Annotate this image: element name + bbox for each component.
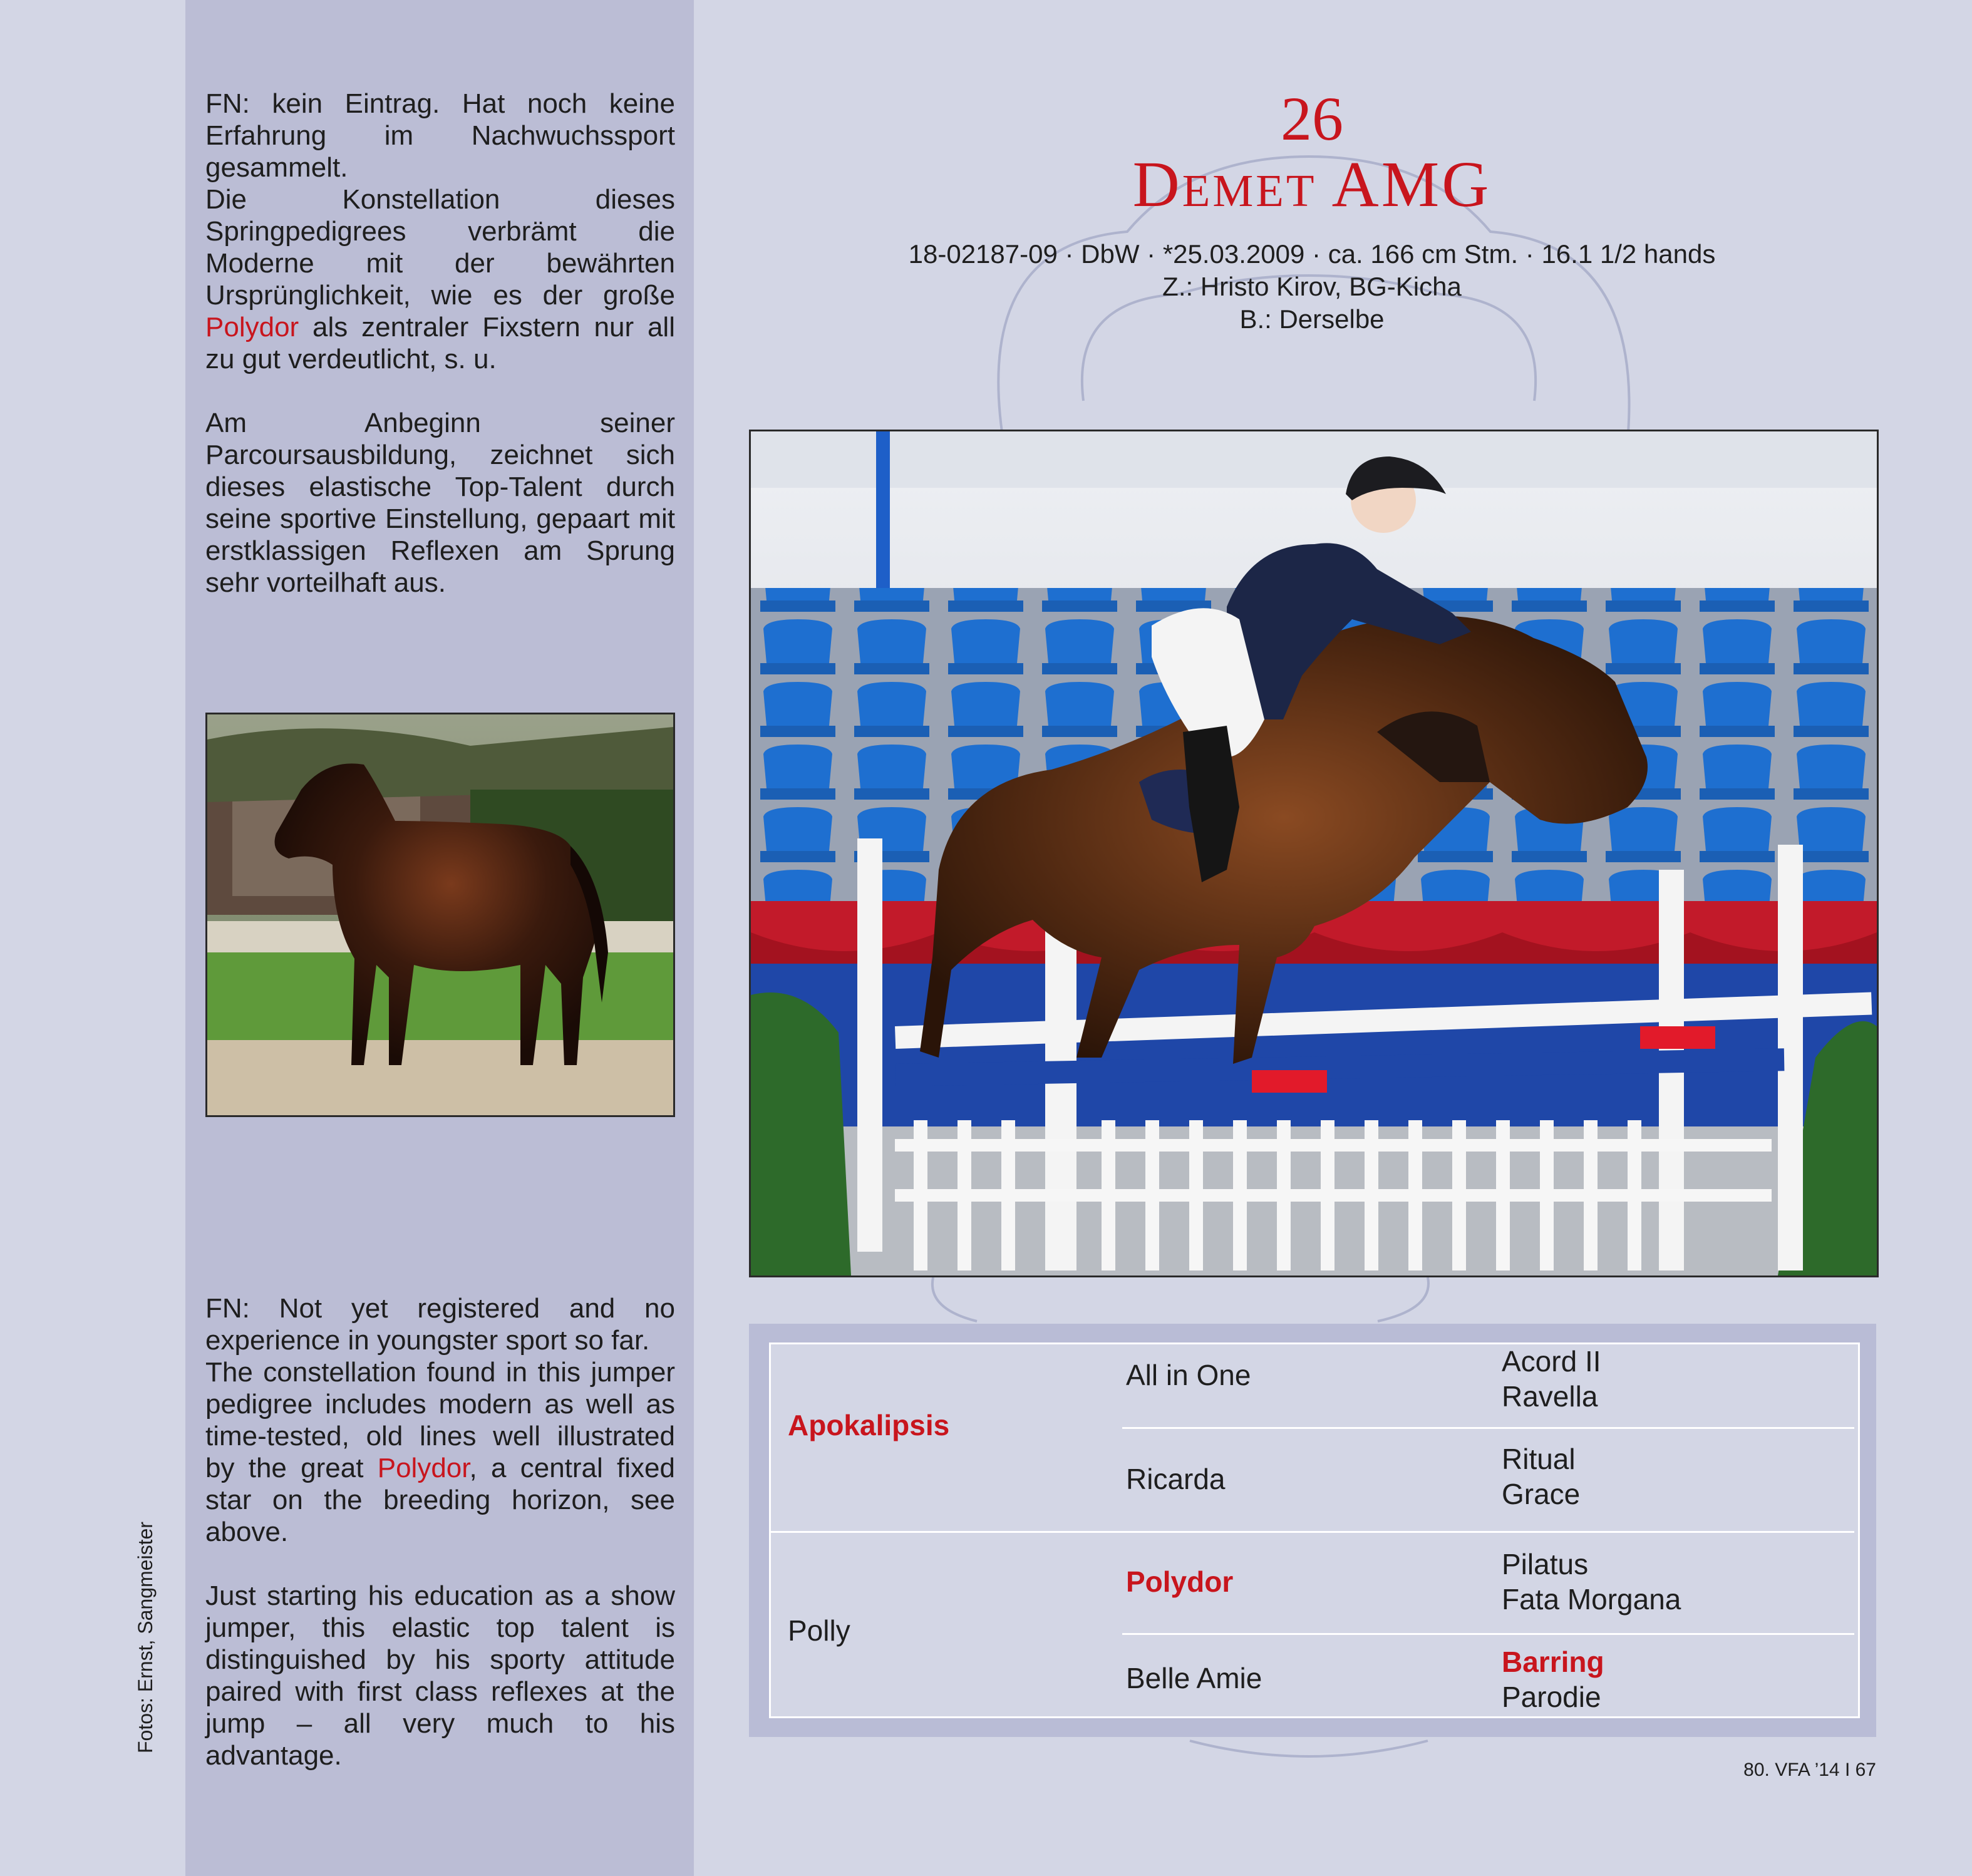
english-intro: FN: Not yet registered and no experience in youngster sport so far. (205, 1293, 675, 1356)
pedigree-ggp-3: Ritual (1502, 1443, 1576, 1475)
pedigree-ggp-7: Barring (1502, 1646, 1604, 1678)
pedigree-ggp-5: Pilatus (1502, 1548, 1589, 1580)
lot-number: 26 (1281, 84, 1343, 153)
polydor-highlight-de: Polydor (205, 312, 299, 343)
pedigree-sire-sire: All in One (1126, 1359, 1251, 1391)
pedigree-sire: Apokalipsis (788, 1409, 950, 1441)
pedigree-divider-main (771, 1531, 1854, 1533)
horse-name: Demet AMG (1132, 148, 1492, 220)
jumping-photo (749, 430, 1879, 1277)
german-talent-paragraph: Am Anbeginn seiner Parcoursausbildung, zeichnet sich dieses elastische Top-Talent durch seine sportive Einstellung, gepaart mit erstklassigen Reflexen am Sprung sehr vorteilhaft aus. (205, 408, 675, 598)
pedigree-divider-bottom (1122, 1633, 1854, 1635)
pedigree-dam-sire: Polydor (1126, 1565, 1234, 1598)
german-constellation: Die Konstellation dieses Springpedigrees verbrämt die Moderne mit der bewährten Ursprünglichkeit, wie es der große (205, 184, 675, 311)
pedigree-divider-top (1122, 1427, 1854, 1429)
pedigree-sire-dam: Ricarda (1126, 1463, 1226, 1495)
pedigree-ggp-2: Ravella (1502, 1380, 1598, 1413)
english-constellation-end: , a central fixed star on the breeding horizon, see above. (205, 1453, 676, 1547)
polydor-highlight-en: Polydor (377, 1453, 470, 1483)
pedigree-dam: Polly (788, 1614, 850, 1647)
photo-credit: Fotos: Ernst, Sangmeister (134, 1522, 157, 1753)
page-number: 80. VFA ’14 I 67 (1743, 1760, 1876, 1780)
owner-line: B.: Derselbe (1239, 304, 1385, 334)
pedigree-ggp-6: Fata Morgana (1502, 1583, 1681, 1616)
horse-details: 18-02187-09 · DbW · *25.03.2009 · ca. 166 cm Stm. · 16.1 1/2 hands (908, 239, 1716, 269)
pedigree-table (769, 1343, 1860, 1718)
pedigree-ggp-1: Acord II (1502, 1345, 1601, 1378)
breeder-line: Z.: Hristo Kirov, BG-Kicha (1162, 272, 1462, 301)
english-talent-paragraph: Just starting his education as a show jumper, this elastic top talent is distinguished by his sporty attitude paired with first class reflexes at the jump – all very much to his advantage. (205, 1580, 675, 1771)
english-constellation: The constellation found in this jumper pedigree includes modern as well as time-tested, old lines well illustrated by the great (205, 1357, 675, 1483)
pedigree-ggp-4: Grace (1502, 1478, 1581, 1510)
german-intro: FN: kein Eintrag. Hat noch keine Erfahrung im Nachwuchssport gesammelt. (205, 88, 675, 183)
pedigree-ggp-8: Parodie (1502, 1681, 1601, 1713)
pedigree-dam-dam: Belle Amie (1126, 1662, 1262, 1694)
german-constellation-end: als zentraler Fixstern nur all zu gut verdeutlicht, s. u. (205, 312, 675, 374)
